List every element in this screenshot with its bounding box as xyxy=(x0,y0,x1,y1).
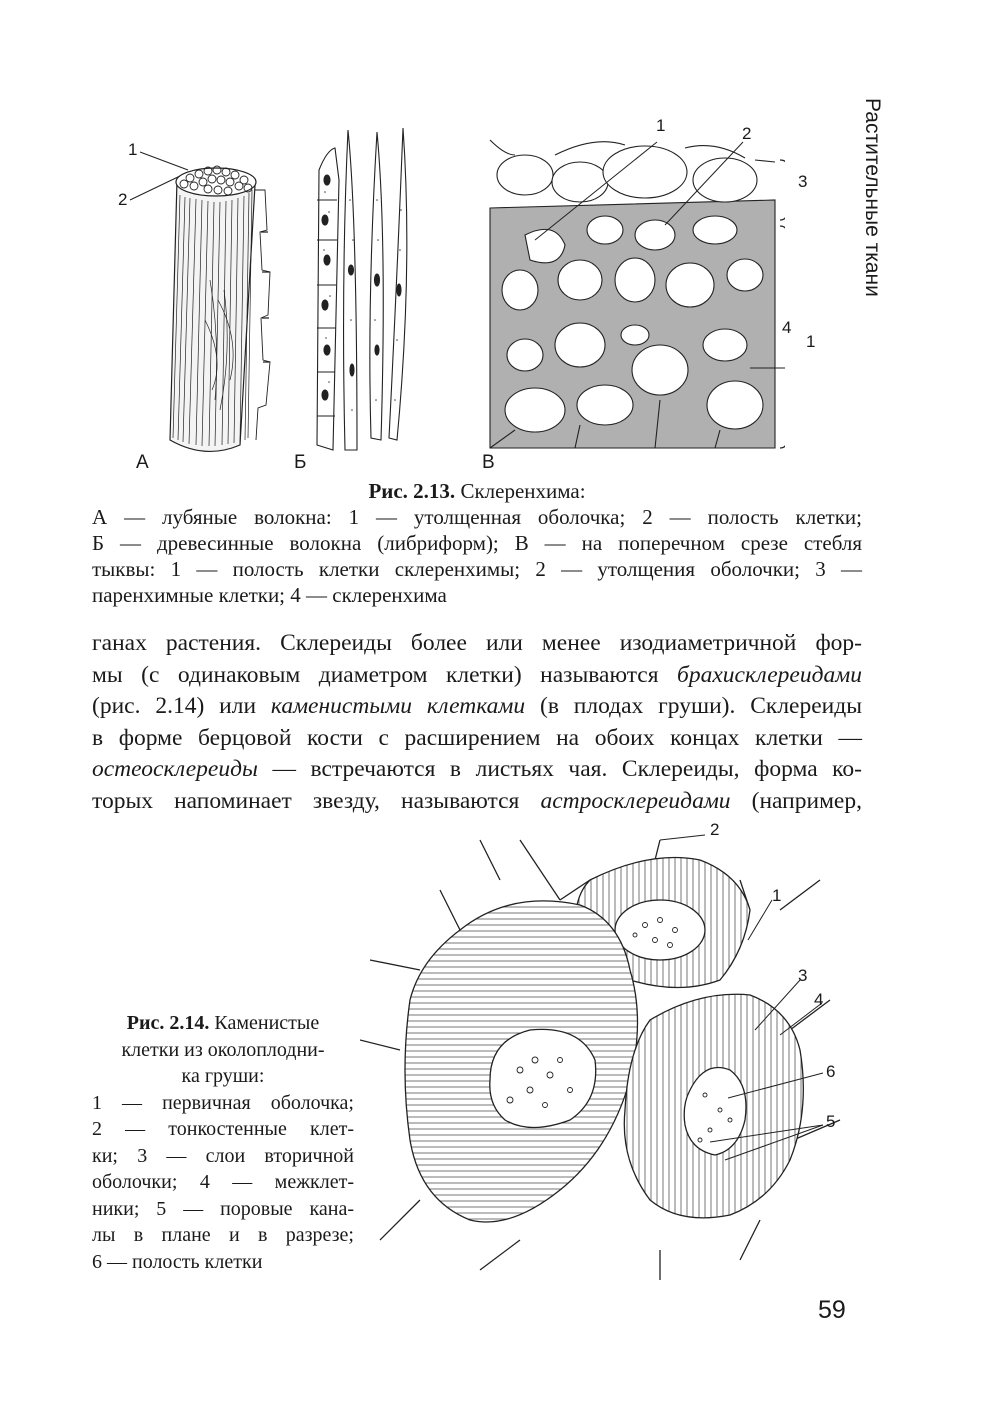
body-line: остеосклереиды — встречаются в листьях чая. Склереиды, форма ко- xyxy=(92,756,862,782)
fig14-caption-heading: Каменистые xyxy=(209,1012,320,1034)
fig13-caption-number: Рис. 2.13. xyxy=(368,479,456,503)
fig13-panel-a-label: А xyxy=(136,452,149,473)
fig14-caption-line: ки; 3 — слои вторичной xyxy=(92,1144,354,1167)
fig14-callout-4: 4 xyxy=(814,990,824,1009)
figure-2-13 xyxy=(100,110,860,480)
fig13-caption xyxy=(92,478,862,608)
fig14-caption xyxy=(92,1010,354,1275)
fig14-caption-line: ники; 5 — поровые кана- xyxy=(92,1197,354,1220)
fig14-callout-6: 6 xyxy=(826,1062,836,1081)
fig13-a-leader-lines xyxy=(100,110,300,230)
side-running-header xyxy=(858,98,888,308)
fig13-v-callout-1-right: 1 xyxy=(806,332,816,351)
fig14-caption-line: ка груши: xyxy=(181,1065,265,1087)
term-brachysclereids: брахисклереидами xyxy=(677,661,862,688)
fig14-callout-5: 5 xyxy=(826,1112,836,1131)
fig14-caption-line: 6 — полость клетки xyxy=(92,1250,263,1273)
fig14-callout-1: 1 xyxy=(772,886,782,905)
body-line: мы (с одинаковым диаметром клетки) называются брахисклереидами xyxy=(92,661,862,688)
fig13-caption-line: паренхимные клетки; 4 — склеренхима xyxy=(92,583,447,607)
fig13-caption-line: Б — древесинные волокна (либриформ); В — на поперечном срезе стебля xyxy=(92,531,862,555)
fig14-caption-line: лы в плане и в разрезе; xyxy=(92,1224,354,1246)
body-line: (рис. 2.14) или каменистыми клетками (в плодах груши). Склереиды xyxy=(92,693,862,719)
term-osteosclereids: остеосклереиды xyxy=(92,756,258,782)
fig13-a-callout-2: 2 xyxy=(118,190,128,209)
body-paragraph xyxy=(92,628,862,817)
fig13-panel-v-label: В xyxy=(482,452,495,473)
fig13-caption-line: тыквы: 1 — полость клетки склеренхимы; 2 — утолщения оболочки; 3 — xyxy=(92,557,862,581)
body-line: ганах растения. Склереиды более или менее изодиаметричной фор- xyxy=(92,630,862,656)
fig13-panel-b-label: Б xyxy=(294,452,307,473)
fig13-panel-b-illustration xyxy=(305,120,425,460)
fig13-panel-v-illustration xyxy=(485,130,785,450)
fig13-caption-line: А — лубяные волокна: 1 — утолщенная оболочка; 2 — полость клетки; xyxy=(92,505,862,529)
fig13-v-callout-2: 2 xyxy=(742,124,752,143)
fig14-caption-number: Рис. 2.14. xyxy=(126,1012,210,1034)
term-astrosclereids: астросклереидами xyxy=(540,787,731,814)
fig14-caption-line: клетки из околоплодни- xyxy=(121,1038,325,1061)
body-line: торых напоминает звезду, называются астросклереидами (например, xyxy=(92,787,862,814)
fig14-callout-2: 2 xyxy=(710,820,720,839)
fig14-caption-line: оболочки; 4 — межклет- xyxy=(92,1171,354,1193)
fig13-v-callout-3: 3 xyxy=(798,172,808,191)
side-running-header-text: Растительные ткани xyxy=(861,98,884,297)
fig13-caption-title xyxy=(92,478,862,504)
fig14-caption-line: 1 — первичная оболочка; xyxy=(92,1091,354,1114)
fig14-caption-title xyxy=(92,1010,354,1037)
fig13-v-callout-4: 4 xyxy=(782,318,792,337)
fig14-caption-line: 2 — тонкостенные клет- xyxy=(92,1118,354,1140)
fig13-v-callout-1-top: 1 xyxy=(656,116,666,135)
term-stone-cells: каменистыми клетками xyxy=(270,693,526,719)
fig13-a-callout-1: 1 xyxy=(128,140,138,159)
page-number: 59 xyxy=(818,1296,846,1324)
fig13-caption-heading: Склеренхима: xyxy=(455,479,586,503)
body-line: в форме берцовой кости с расширением на обоих концах клетки — xyxy=(92,724,862,751)
fig14-callout-3: 3 xyxy=(798,966,808,985)
